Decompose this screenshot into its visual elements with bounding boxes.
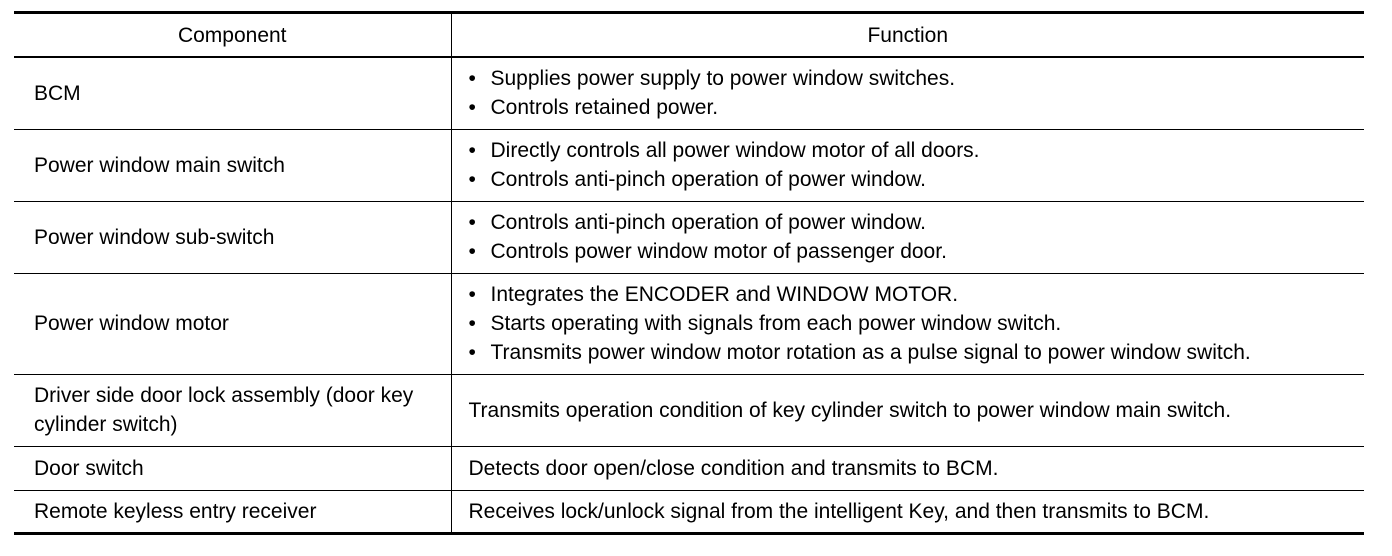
component-cell: Driver side door lock assembly (door key cylinder switch) [14, 374, 451, 446]
bullet-text: Starts operating with signals from each power window switch. [490, 312, 1062, 335]
table-row [14, 490, 1364, 533]
function-bullet [469, 93, 1365, 122]
component-cell: Power window motor [14, 273, 451, 374]
table-header-row [14, 13, 1364, 58]
component-cell: Power window sub-switch [14, 201, 451, 273]
bullet-dot: • [468, 168, 476, 191]
bullet-text: Integrates the ENCODER and WINDOW MOTOR. [490, 283, 959, 306]
function-bullet-list [469, 64, 1365, 122]
bullet-dot: • [468, 312, 476, 335]
bullet-dot: • [468, 67, 476, 91]
function-bullet [469, 208, 1365, 237]
header-component: Component [14, 13, 451, 58]
header-function: Function [451, 13, 1364, 58]
bullet-dot: • [468, 211, 476, 234]
function-cell [451, 273, 1364, 374]
function-bullet-list [469, 136, 1365, 194]
bullet-text: Transmits power window motor rotation as a pulse signal to power window switch. [490, 341, 1251, 364]
function-bullet [469, 136, 1365, 165]
bullet-dot: • [468, 240, 476, 263]
component-function-table-wrapper [14, 11, 1364, 535]
function-bullet [469, 309, 1365, 338]
component-cell: Remote keyless entry receiver [14, 490, 451, 533]
bullet-dot: • [468, 139, 476, 162]
bullet-dot: • [468, 283, 476, 306]
function-bullet [469, 280, 1365, 309]
bullet-text: Controls retained power. [490, 96, 719, 120]
component-cell: Door switch [14, 446, 451, 490]
bullet-text: Directly controls all power window motor of all doors. [490, 139, 980, 162]
table-row [14, 201, 1364, 273]
component-cell: Power window main switch [14, 129, 451, 201]
function-cell: Detects door open/close condition and transmits to BCM. [451, 446, 1364, 490]
component-cell: BCM [14, 57, 451, 129]
table-row [14, 273, 1364, 374]
bullet-text: Controls power window motor of passenger door. [490, 240, 947, 263]
bullet-dot: • [468, 341, 476, 364]
function-cell [451, 129, 1364, 201]
function-cell: Receives lock/unlock signal from the intelligent Key, and then transmits to BCM. [468, 499, 1210, 523]
bullet-text: Controls anti-pinch operation of power window. [490, 168, 926, 191]
function-cell [451, 201, 1364, 273]
table-row [14, 374, 1364, 446]
function-bullet [469, 64, 1365, 93]
function-bullet [469, 237, 1365, 266]
bullet-text: Controls anti-pinch operation of power window. [490, 211, 926, 234]
bullet-text: Supplies power supply to power window switches. [490, 67, 956, 91]
table-row [14, 57, 1364, 129]
function-cell [451, 57, 1364, 129]
table-row [14, 446, 1364, 490]
function-bullet-list [469, 208, 1365, 266]
function-cell: Transmits operation condition of key cylinder switch to power window main switch. [451, 374, 1364, 446]
bullet-dot: • [468, 96, 476, 120]
component-function-table [14, 11, 1364, 535]
function-bullet [469, 338, 1365, 367]
table-row [14, 129, 1364, 201]
function-bullet [469, 165, 1365, 194]
function-bullet-list [469, 280, 1365, 367]
